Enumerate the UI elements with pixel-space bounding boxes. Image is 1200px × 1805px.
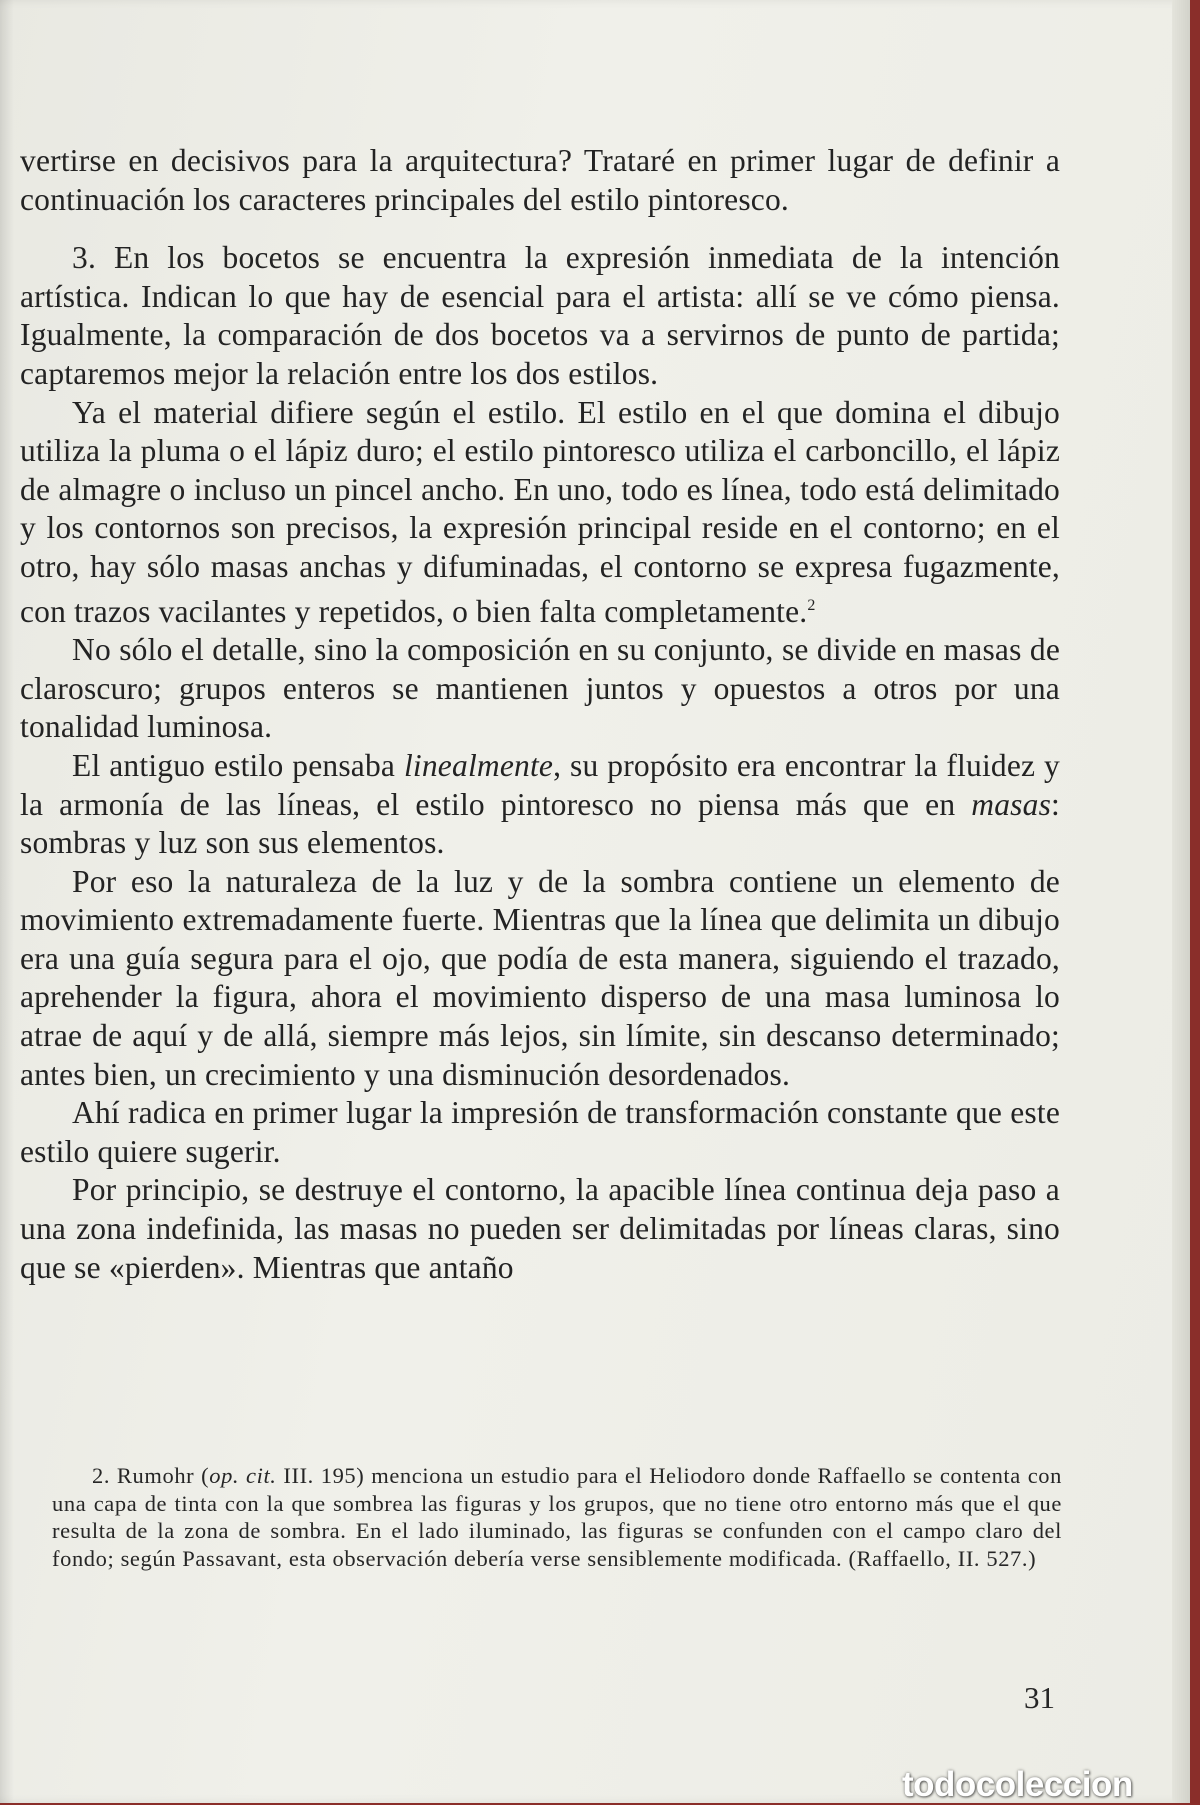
footnote-2 bbox=[52, 1462, 1062, 1572]
paragraph-linear-style bbox=[20, 747, 1060, 863]
footnote-text: 2. Rumohr ( bbox=[92, 1463, 210, 1488]
footnote bbox=[52, 1462, 1062, 1572]
paragraph-transformation: Ahí radica en primer lugar la impresión de transformación constante que este estilo quiere sugerir. bbox=[20, 1095, 1060, 1169]
paragraph-material-text: Ya el material difiere según el estilo. El estilo en el que domina el dibujo utiliza la pluma o el lápiz duro; el estilo pintoresco utiliza el carboncillo, el lápiz de almagre o incluso un pincel ancho. En uno, todo es línea, todo está delimitado y los contornos son precisos, la expresión principal reside en el contorno; en el otro, hay sólo masas anchas y difuminadas, el contorno se expresa fugazmente, con trazos vacilantes y repetidos, o bien falta completamente. bbox=[20, 394, 1060, 629]
text-span: : sombras y luz son sus elementos. bbox=[20, 786, 1060, 861]
italic-term-linealmente: linealmente bbox=[403, 747, 554, 783]
footnote-reference: 2 bbox=[807, 596, 816, 614]
paragraph-material bbox=[20, 394, 1060, 632]
text-span: El antiguo estilo pensaba bbox=[72, 747, 404, 783]
main-text bbox=[20, 142, 1060, 1287]
spine-shadow bbox=[0, 0, 14, 1803]
paragraph-continuation: vertirse en decisivos para la arquitectura? Trataré en primer lugar de definir a continuación los caracteres principales del estilo pintoresco. bbox=[20, 143, 1060, 217]
footnote-italic: op. cit. bbox=[209, 1463, 277, 1488]
page-number: 31 bbox=[1024, 1680, 1055, 1715]
footnote-text: III. 195) menciona un estudio para el Heliodoro donde Raffaello se contenta con una capa de tinta con la que sombrea las figuras y los grupos, que no tiene otro entorno más que el que resulta de la zona de sombra. En el lado iluminado, las figuras se confunden con el campo claro del fondo; según Passavant, esta observación debería verse sensiblemente modificada. (Raffaello, II. 527.) bbox=[52, 1463, 1062, 1571]
paragraph-section-3: 3. En los bocetos se encuentra la expresión inmediata de la intención artística. Indican lo que hay de esencial para el artista: allí se ve cómo piensa. Igualmente, la comparación de dos bocetos va a servirnos de punto de partida; captaremos mejor la relación entre los dos estilos. bbox=[20, 240, 1060, 391]
paragraph-contour: Por principio, se destruye el contorno, la apacible línea continua deja paso a una zona indefinida, las masas no pueden ser delimitadas por líneas claras, sino que se «pierden». Mientras que antaño bbox=[20, 1172, 1060, 1285]
paragraph-composition: No sólo el detalle, sino la composición en su conjunto, se divide en masas de claroscuro; grupos enteros se mantienen juntos y opuestos a otros por una tonalidad luminosa. bbox=[20, 632, 1060, 745]
watermark-logo: todocoleccion bbox=[902, 1765, 1133, 1804]
paragraph-light-shadow: Por eso la naturaleza de la luz y de la sombra contiene un elemento de movimiento extremadamente fuerte. Mientras que la línea que delimita un dibujo era una guía segura para el ojo, que podía de esta manera, siguiendo el trazado, aprehender la figura, ahora el movimiento disperso de una masa luminosa lo atrae de aquí y de allá, siempre más lejos, sin límite, sin descanso determinado; antes bien, un crecimiento y una disminución desordenados. bbox=[20, 863, 1060, 1092]
italic-term-masas: masas bbox=[971, 786, 1052, 822]
page-edge bbox=[1172, 0, 1190, 1803]
text-span: , su propósito era encontrar la fluidez y la armonía de las líneas, el estilo pintoresco no piensa más que en bbox=[20, 747, 1061, 822]
